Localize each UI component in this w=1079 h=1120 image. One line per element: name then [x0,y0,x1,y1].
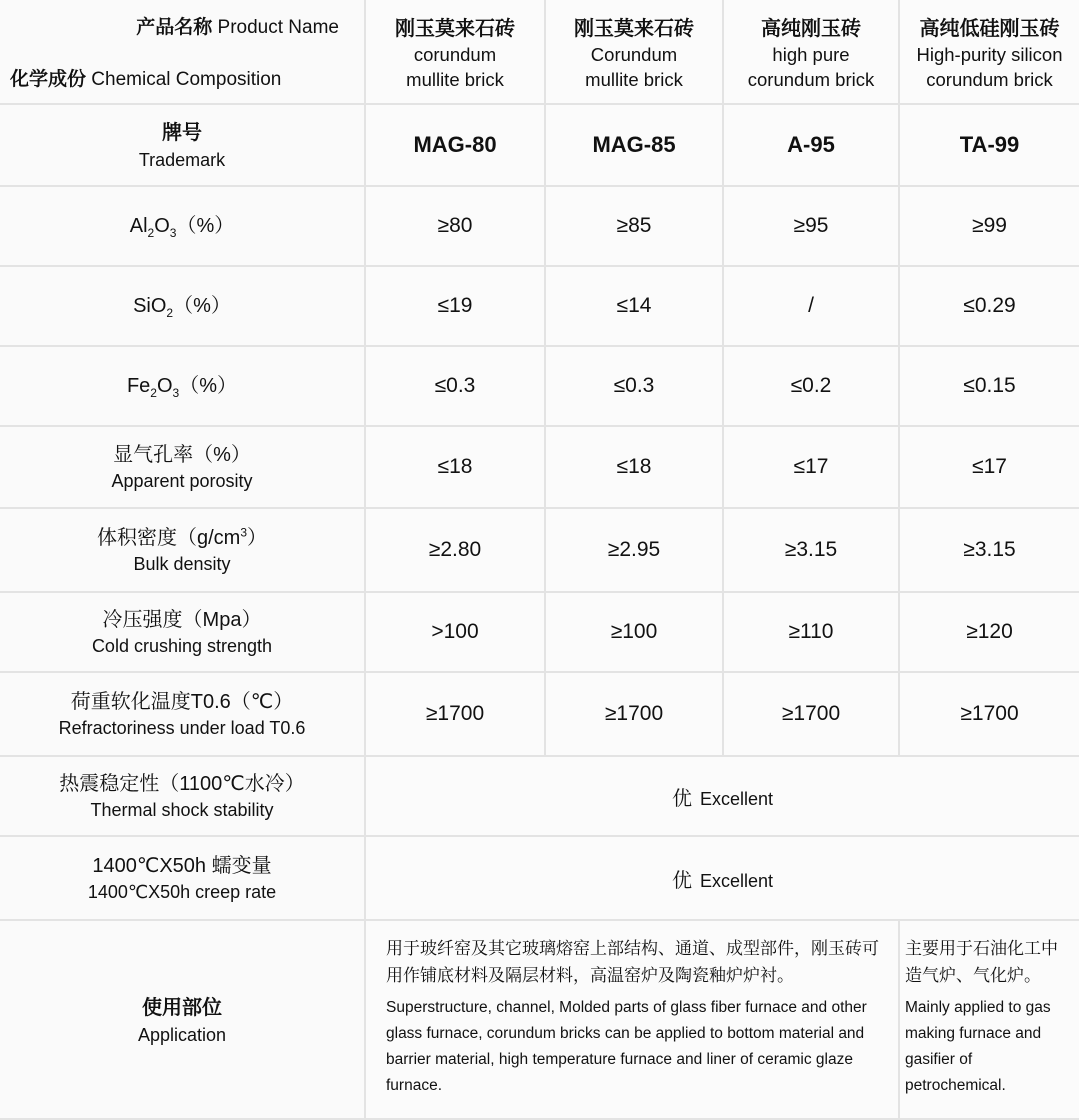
al2o3-value: ≥85 [545,186,723,266]
sio2-value: ≤14 [545,266,723,346]
chemical-composition-label: 化学成份 Chemical Composition [10,69,282,90]
porosity-value: ≤18 [365,426,545,508]
crushing-row [0,592,1079,672]
fe2o3-value: ≤0.2 [723,346,899,426]
refractoriness-value: ≥1700 [365,672,545,756]
density-label: 体积密度$(g/cm^3)$ Bulk density [0,508,365,592]
refractoriness-value: ≥1700 [899,672,1079,756]
crushing-label: 冷压强度（Mpa） Cold crushing strength [0,592,365,672]
crushing-value: ≥100 [545,592,723,672]
product-name-label: 产品名称 Product Name [136,17,339,38]
crushing-value: ≥120 [899,592,1079,672]
sio2-value: / [723,266,899,346]
crushing-value: >100 [365,592,545,672]
fe2o3-value: ≤0.15 [899,346,1079,426]
density-row [0,508,1079,592]
application-main: 用于玻纤窑及其它玻璃熔窑上部结构、通道、成型部件，刚玉砖可用作铺底材料及隔层材料，高温窑炉及陶瓷釉炉炉衬。 Superstructure, channel, Molded parts of glass fiber furnace and other glass furnace, corundum bricks can be applied to bottom material and barrier material, high temperature furnace and liner of ceramic glaze furnace. [365,920,899,1119]
trademark-value: MAG-85 [545,104,723,186]
sio2-value: ≤0.29 [899,266,1079,346]
product-header-1: 刚玉莫来石砖 corundum mullite brick [365,0,545,104]
thermal-shock-row [0,756,1079,836]
thermal-shock-value: 优 Excellent [365,756,1079,836]
refractoriness-value: ≥1700 [545,672,723,756]
fe2o3-row [0,346,1079,426]
fe2o3-label: $Fe_2O_3(\%)$ [0,346,365,426]
density-value: ≥3.15 [899,508,1079,592]
trademark-value: A-95 [723,104,899,186]
porosity-label: 显气孔率（%） Apparent porosity [0,426,365,508]
header-label-cell [0,0,365,104]
application-row [0,920,1079,1119]
trademark-label: 牌号 Trademark [0,104,365,186]
thermal-shock-label: 热震稳定性（1100℃水冷） Thermal shock stability [0,756,365,836]
refractoriness-value: ≥1700 [723,672,899,756]
creep-label: 1400℃X50h 蠕变量 1400℃X50h creep rate [0,836,365,920]
product-header-3: 高纯刚玉砖 high pure corundum brick [723,0,899,104]
application-label: 使用部位 Application [0,920,365,1119]
density-value: ≥2.95 [545,508,723,592]
application-last: 主要用于石油化工中造气炉、气化炉。 Mainly applied to gas making furnace and gasifier of petrochemical. [899,920,1079,1119]
fe2o3-value: ≤0.3 [545,346,723,426]
porosity-value: ≤18 [545,426,723,508]
al2o3-value: ≥80 [365,186,545,266]
density-value: ≥2.80 [365,508,545,592]
al2o3-row [0,186,1079,266]
sio2-row [0,266,1079,346]
al2o3-label: $Al_2O_3(\%)$ [0,186,365,266]
trademark-value: TA-99 [899,104,1079,186]
sio2-value: ≤19 [365,266,545,346]
density-value: ≥3.15 [723,508,899,592]
product-header-4: 高纯低硅刚玉砖 High-purity silicon corundum brick [899,0,1079,104]
creep-row [0,836,1079,920]
trademark-row [0,104,1079,186]
porosity-row [0,426,1079,508]
crushing-value: ≥110 [723,592,899,672]
porosity-value: ≤17 [723,426,899,508]
fe2o3-value: ≤0.3 [365,346,545,426]
al2o3-value: ≥95 [723,186,899,266]
header-row [0,0,1079,104]
refractoriness-row [0,672,1079,756]
porosity-value: ≤17 [899,426,1079,508]
trademark-value: MAG-80 [365,104,545,186]
al2o3-value: ≥99 [899,186,1079,266]
product-header-2: 刚玉莫来石砖 Corundum mullite brick [545,0,723,104]
creep-value: 优 Excellent [365,836,1079,920]
refractoriness-label: 荷重软化温度T0.6（℃） Refractoriness under load T0.6 [0,672,365,756]
sio2-label: SiO$_2$（%） [0,266,365,346]
